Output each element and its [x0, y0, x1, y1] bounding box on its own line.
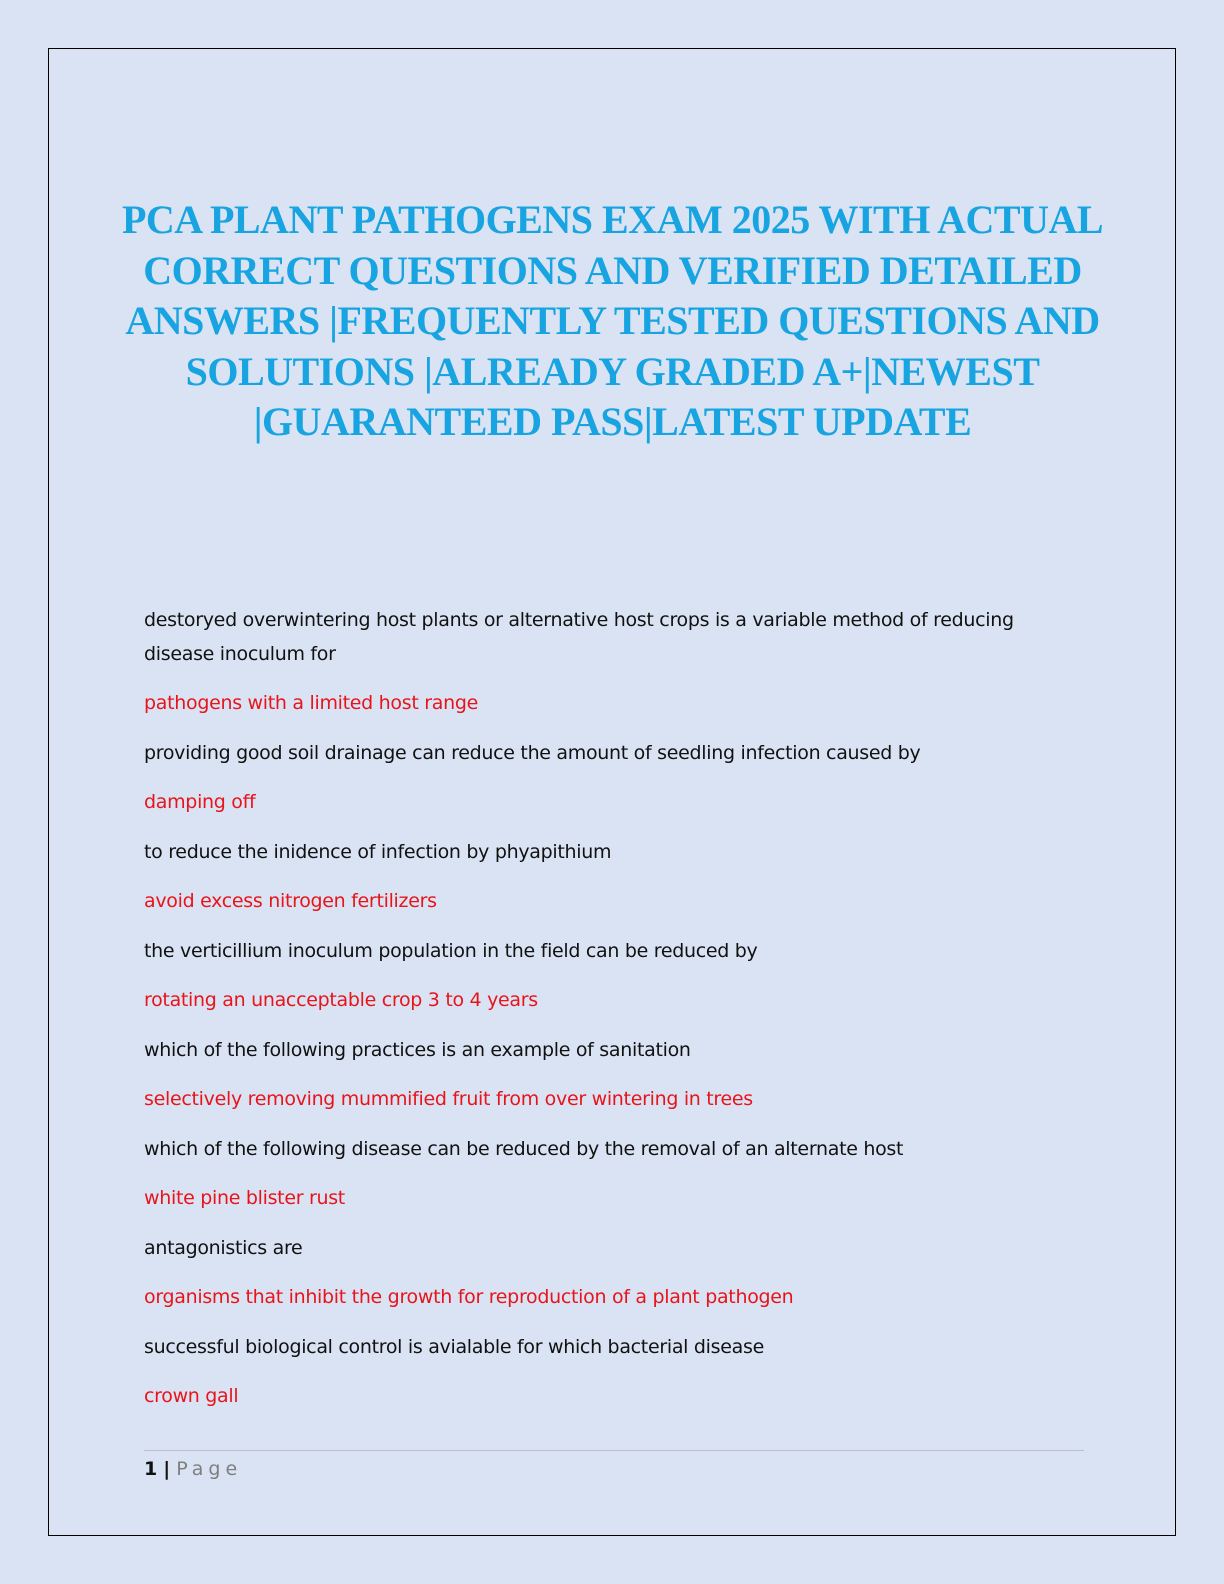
- question-text: the verticillium inoculum population in the field can be reduced by: [144, 939, 758, 962]
- document-title: PCA PLANT PATHOGENS EXAM 2025 WITH ACTUAL CORRECT QUESTIONS AND VERIFIED DETAILED ANSWERS |FREQUENTLY TESTED QUESTIONS AND SOLUTIONS |ALREADY GRADED A+|NEWEST |GUARANTEED PASS|LATEST UPDATE: [121, 197, 1104, 444]
- answer-text: pathogens with a limited host range: [144, 692, 478, 714]
- question-text: providing good soil drainage can reduce the amount of seedling infection caused by: [144, 741, 921, 764]
- answer-text: rotating an unacceptable crop 3 to 4 years: [144, 989, 538, 1011]
- answer-text: avoid excess nitrogen fertilizers: [144, 890, 437, 912]
- question-text: antagonistics are: [144, 1236, 303, 1259]
- answer-text: damping off: [144, 791, 256, 813]
- question-text: to reduce the inidence of infection by phyapithium: [144, 840, 612, 863]
- page-label: Page: [176, 1458, 243, 1480]
- question-text: which of the following disease can be reduced by the removal of an alternate host: [144, 1137, 904, 1160]
- answer-text: white pine blister rust: [144, 1187, 345, 1209]
- qa-list: [144, 604, 1084, 1430]
- page-number: 1: [144, 1458, 158, 1480]
- page-footer: [144, 1456, 242, 1482]
- question-text: destoryed overwintering host plants or alternative host crops is a variable method of reducing disease inoculum for: [144, 609, 1014, 665]
- answer-text: selectively removing mummified fruit from over wintering in trees: [144, 1088, 753, 1110]
- question-text: which of the following practices is an example of sanitation: [144, 1038, 691, 1061]
- answer-text: organisms that inhibit the growth for reproduction of a plant pathogen: [144, 1286, 794, 1308]
- footer-separator: |: [163, 1458, 171, 1480]
- answer-text: crown gall: [144, 1385, 239, 1407]
- footer-divider: [144, 1450, 1084, 1451]
- question-text: successful biological control is avialable for which bacterial disease: [144, 1335, 764, 1358]
